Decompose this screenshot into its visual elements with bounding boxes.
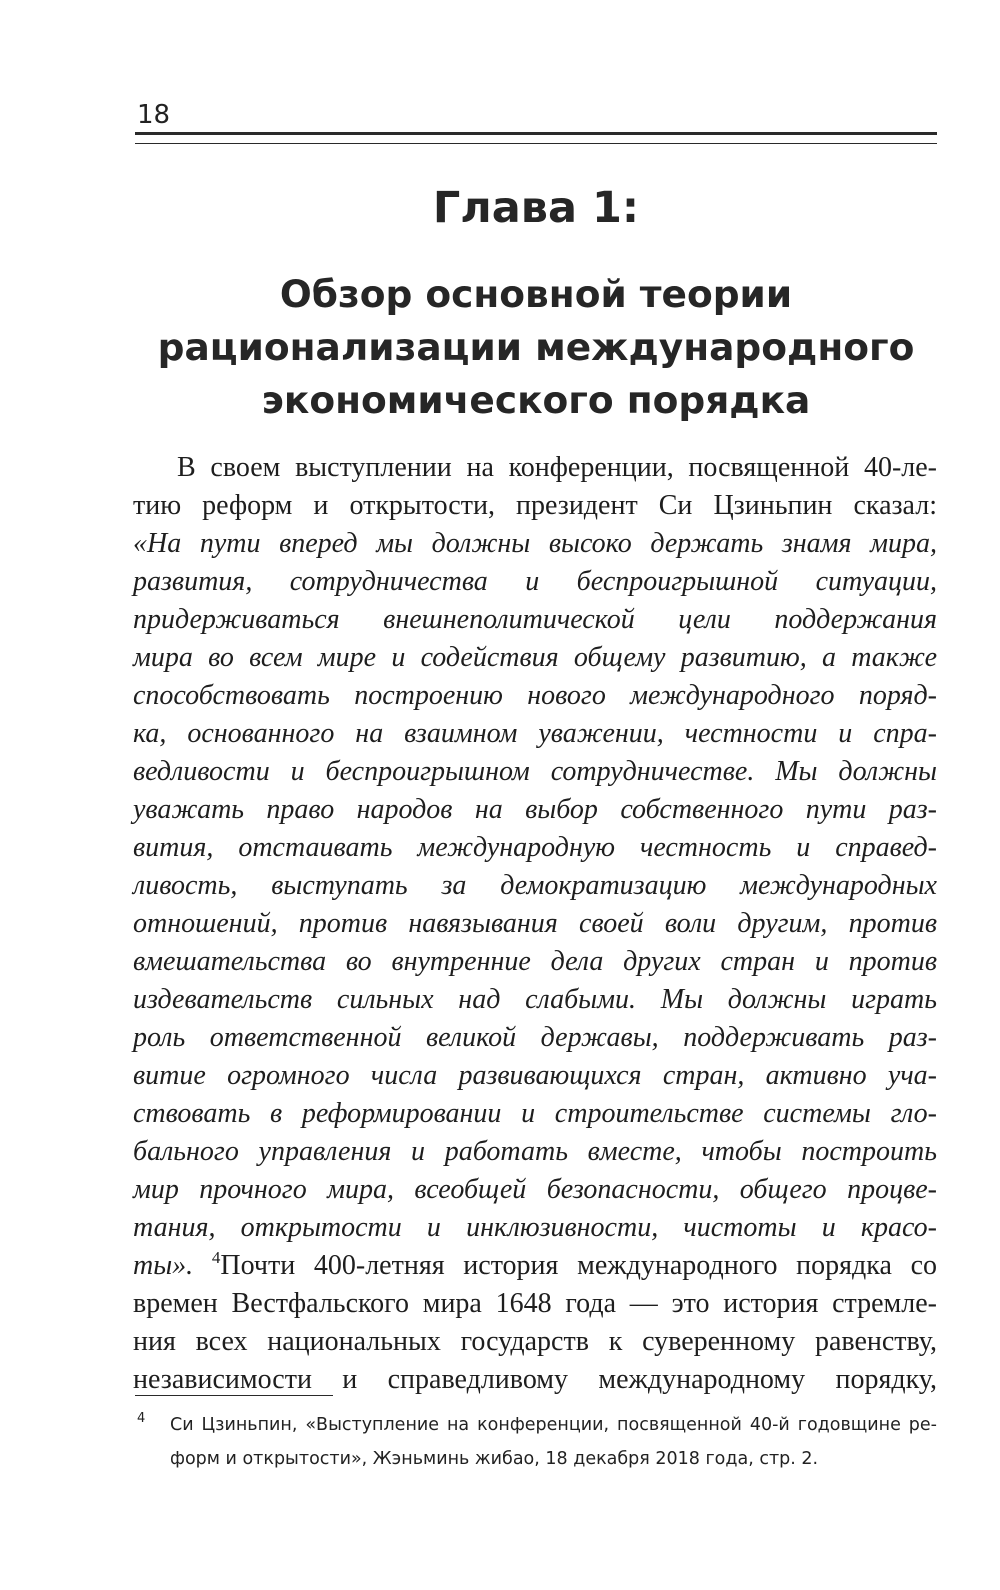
body-line: В своем выступлении на конференции, посвященной 40-ле- (177, 452, 937, 483)
quote-line: мир прочного мира, всеобщей безопасности, общего процве- (133, 1174, 937, 1205)
header-rule-thin (135, 143, 937, 144)
body-paragraph (133, 449, 937, 1399)
quote-line: уважать право народов на выбор собственного пути раз- (133, 794, 937, 825)
quote-line: ливость, выступать за демократизацию международных (133, 870, 937, 901)
footnote-line: Си Цзиньпин, «Выступление на конференции, посвященной 40-й годовщине ре- (170, 1415, 937, 1435)
quote-line: ка, основанного на взаимном уважении, честности и спра- (133, 718, 937, 749)
quote-line: «На пути вперед мы должны высоко держать знамя мира, (133, 528, 937, 559)
footnote-number: 4 (137, 1411, 146, 1426)
body-line: тию реформ и открытости, президент Си Цзиньпин сказал: (133, 490, 937, 521)
body-line: ния всех национальных государств к суверенному равенству, (133, 1326, 937, 1357)
body-text-fragment: Почти 400-летняя история международного порядка со (220, 1250, 938, 1281)
header-rule-thick (135, 132, 937, 135)
quote-line: роль ответственной великой державы, поддерживать раз- (133, 1022, 937, 1053)
footnote (137, 1408, 937, 1476)
quote-line: вмешательства во внутренние дела других стран и против (133, 946, 937, 977)
quote-line: отношений, против навязывания своей воли другим, против (133, 908, 937, 939)
chapter-title-line: Обзор основной теории (279, 272, 793, 316)
quote-line: ствовать в реформировании и строительстве системы гло- (133, 1098, 937, 1129)
quote-end: ты». (133, 1250, 194, 1281)
chapter-title-line: экономического порядка (261, 378, 811, 422)
footnote-separator (135, 1395, 333, 1396)
quote-line: придерживаться внешнеполитической цели поддержания (133, 604, 937, 635)
quote-line: вития, отстаивать международную честность и справед- (133, 832, 937, 863)
footnote-reference: 4 (211, 1248, 221, 1267)
quote-line: витие огромного числа развивающихся стран, активно уча- (133, 1060, 937, 1091)
quote-line: ведливости и беспроигрышном сотрудничестве. Мы должны (133, 756, 937, 787)
chapter-title (120, 268, 952, 427)
quote-line: способствовать построению нового международного поряд- (133, 680, 937, 711)
page-number: 18 (137, 100, 171, 130)
quote-line: мира во всем мире и содействия общему развитию, а также (133, 642, 937, 673)
quote-line: бального управления и работать вместе, чтобы построить (133, 1136, 937, 1167)
chapter-label: Глава 1: (432, 183, 640, 233)
chapter-title-line: рационализации международного (157, 325, 915, 369)
body-line: независимости и справедливому международному порядку, (133, 1364, 937, 1395)
body-line-mixed (133, 1247, 937, 1285)
footnote-line: форм и открытости», Жэньминь жибао, 18 декабря 2018 года, стр. 2. (170, 1449, 819, 1469)
quote-line: развития, сотрудничества и беспроигрышной ситуации, (133, 566, 937, 597)
quote-line: тания, открытости и инклюзивности, чистоты и красо- (133, 1212, 937, 1243)
quote-line: издевательств сильных над слабыми. Мы должны играть (133, 984, 937, 1015)
body-line: времен Вестфальского мира 1648 года — это история стремле- (133, 1288, 937, 1319)
